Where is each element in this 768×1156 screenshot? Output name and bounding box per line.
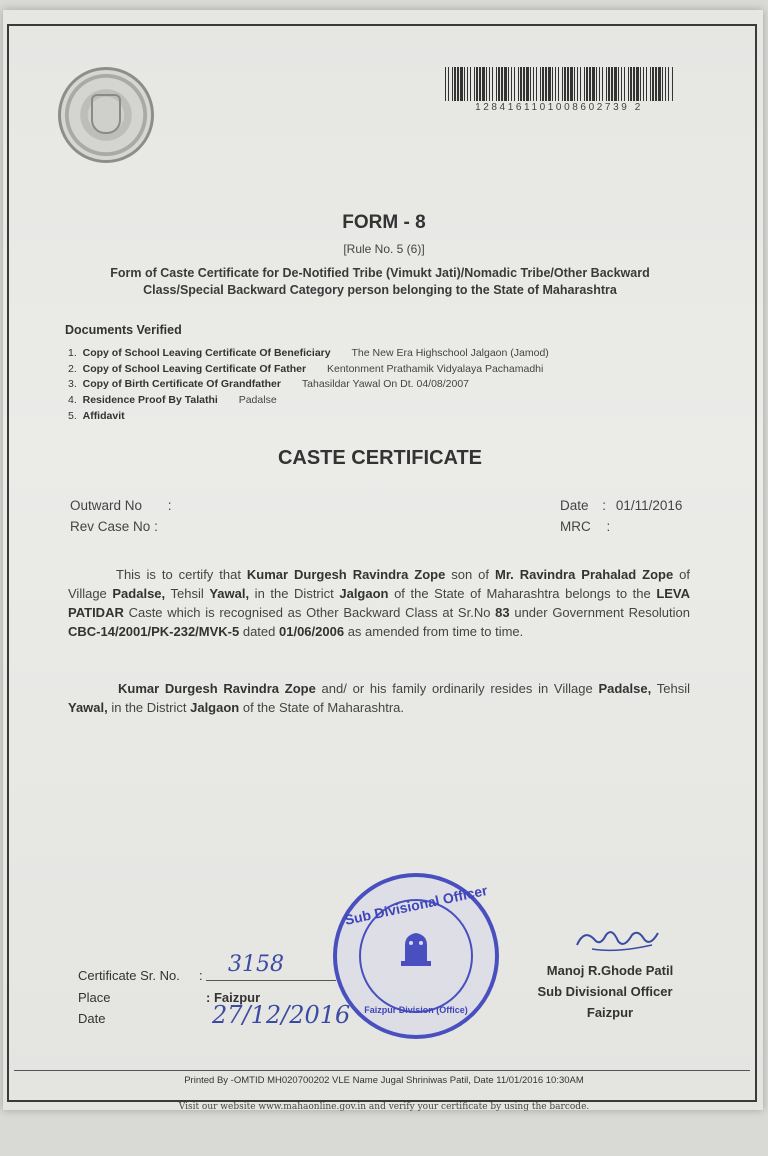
document-number: 3. bbox=[68, 378, 77, 390]
outward-no-field: Outward No : bbox=[70, 498, 172, 513]
date-label: Date bbox=[78, 1011, 106, 1026]
form-subtitle bbox=[70, 265, 690, 299]
barcode-number: 1284161101008602739 2 bbox=[475, 102, 643, 113]
subtitle-line-2: Class/Special Backward Category person belonging to the State of Maharashtra bbox=[143, 283, 617, 297]
document-number: 1. bbox=[68, 347, 77, 359]
office-stamp bbox=[333, 873, 499, 1039]
document-label: Copy of School Leaving Certificate Of Beneficiary bbox=[82, 347, 331, 359]
emblem-center-icon bbox=[91, 94, 121, 134]
serial-number: 83 bbox=[495, 605, 510, 620]
resolution-number: CBC-14/2001/PK-232/MVK-5 bbox=[68, 624, 240, 639]
place-label: Place bbox=[78, 990, 111, 1005]
rev-case-no-label: Rev Case No bbox=[70, 519, 151, 534]
printed-by-footer: Printed By -OMTID MH020700202 VLE Name Jugal Shriniwas Patil, Date 11/01/2016 10:30AM bbox=[184, 1075, 584, 1086]
document-label: Copy of School Leaving Certificate Of Father bbox=[82, 363, 307, 375]
village-name: Padalse, bbox=[598, 681, 652, 696]
tehsil-name: Yawal, bbox=[68, 700, 108, 715]
district-name: Jalgaon bbox=[190, 700, 240, 715]
document-item bbox=[68, 378, 469, 390]
state-emblem-seal bbox=[58, 67, 154, 163]
mrc-field: MRC : bbox=[560, 519, 611, 534]
outward-no-label: Outward No bbox=[70, 498, 143, 513]
village-name: Padalse, bbox=[112, 586, 166, 601]
form-title: FORM - 8 bbox=[342, 212, 426, 233]
document-item bbox=[68, 394, 277, 406]
beneficiary-name: Kumar Durgesh Ravindra Zope bbox=[246, 567, 446, 582]
date-value: 01/11/2016 bbox=[615, 498, 683, 513]
certification-paragraph: This is to certify that Kumar Durgesh Ravindra Zope son of Mr. Ravindra Prahalad Zope of Village Padalse, Tehsil Yawal, in the District Jalgaon of the State of Maharashtra belongs to the LEVA PATIDAR Caste which is recognised as Other Backward Class at Sr.No 83 under Government Resolution CBC-14/2001/PK-232/MVK-5 dated 01/06/2006 as amended from time to time. bbox=[68, 567, 691, 639]
officer-title: Sub Divisional Officer bbox=[537, 984, 673, 999]
rev-case-no-field: Rev Case No : bbox=[70, 519, 158, 534]
document-label: Residence Proof By Talathi bbox=[82, 394, 218, 406]
stamp-bottom-text: Faizpur Division (Office) bbox=[364, 1005, 468, 1015]
document-value: The New Era Highschool Jalgaon (Jamod) bbox=[351, 347, 549, 359]
barcode bbox=[445, 67, 673, 101]
document-number: 2. bbox=[68, 363, 77, 375]
date-label: Date bbox=[560, 498, 589, 513]
document-item bbox=[68, 410, 125, 422]
document-item bbox=[68, 363, 543, 375]
footer-divider bbox=[14, 1070, 750, 1071]
document-label: Affidavit bbox=[82, 410, 125, 422]
issue-date-value: 27/12/2016 bbox=[212, 1001, 351, 1029]
document-value: Padalse bbox=[238, 394, 277, 406]
verification-note: Visit our website www.mahaonline.gov.in and verify your certificate by using the barcode. bbox=[178, 1102, 590, 1112]
subtitle-line-1: Form of Caste Certificate for De-Notified Tribe (Vimukt Jati)/Nomadic Tribe/Other Backward bbox=[110, 266, 650, 280]
place-value: : Faizpur bbox=[206, 990, 261, 1005]
officer-signature bbox=[572, 925, 662, 955]
residence-paragraph: Kumar Durgesh Ravindra Zope and/ or his family ordinarily resides in Village Padalse, Tehsil Yawal, in the District Jalgaon of the State of Maharashtra. bbox=[68, 681, 690, 715]
caste-name: LEVA PATIDAR bbox=[68, 586, 691, 620]
officer-place: Faizpur bbox=[586, 1005, 634, 1020]
document-value: Tahasildar Yawal On Dt. 04/08/2007 bbox=[301, 378, 470, 390]
certificate-sr-label: Certificate Sr. No. bbox=[78, 968, 180, 983]
rule-reference: [Rule No. 5 (6)] bbox=[343, 242, 425, 256]
document-label: Copy of Birth Certificate Of Grandfather bbox=[82, 378, 281, 390]
resolution-date: 01/06/2006 bbox=[279, 624, 345, 639]
date-field: Date : 01/11/2016 bbox=[560, 498, 683, 513]
certificate-heading: CASTE CERTIFICATE bbox=[277, 447, 483, 469]
father-name: Mr. Ravindra Prahalad Zope bbox=[494, 567, 674, 582]
document-number: 5. bbox=[68, 410, 77, 422]
beneficiary-name: Kumar Durgesh Ravindra Zope bbox=[118, 681, 316, 696]
documents-heading: Documents Verified bbox=[65, 323, 182, 337]
certificate-sr-value: 3158 bbox=[228, 952, 284, 977]
district-name: Jalgaon bbox=[339, 586, 389, 601]
national-emblem-icon bbox=[397, 927, 435, 967]
officer-name: Manoj R.Ghode Patil bbox=[546, 963, 674, 978]
stamp-top-text: Sub Divisional Officer bbox=[343, 882, 489, 928]
document-item bbox=[68, 347, 549, 359]
mrc-label: MRC bbox=[560, 519, 591, 534]
tehsil-name: Yawal, bbox=[209, 586, 250, 601]
document-number: 4. bbox=[68, 394, 77, 406]
document-value: Kentonment Prathamik Vidyalaya Pachamadhi bbox=[326, 363, 544, 375]
